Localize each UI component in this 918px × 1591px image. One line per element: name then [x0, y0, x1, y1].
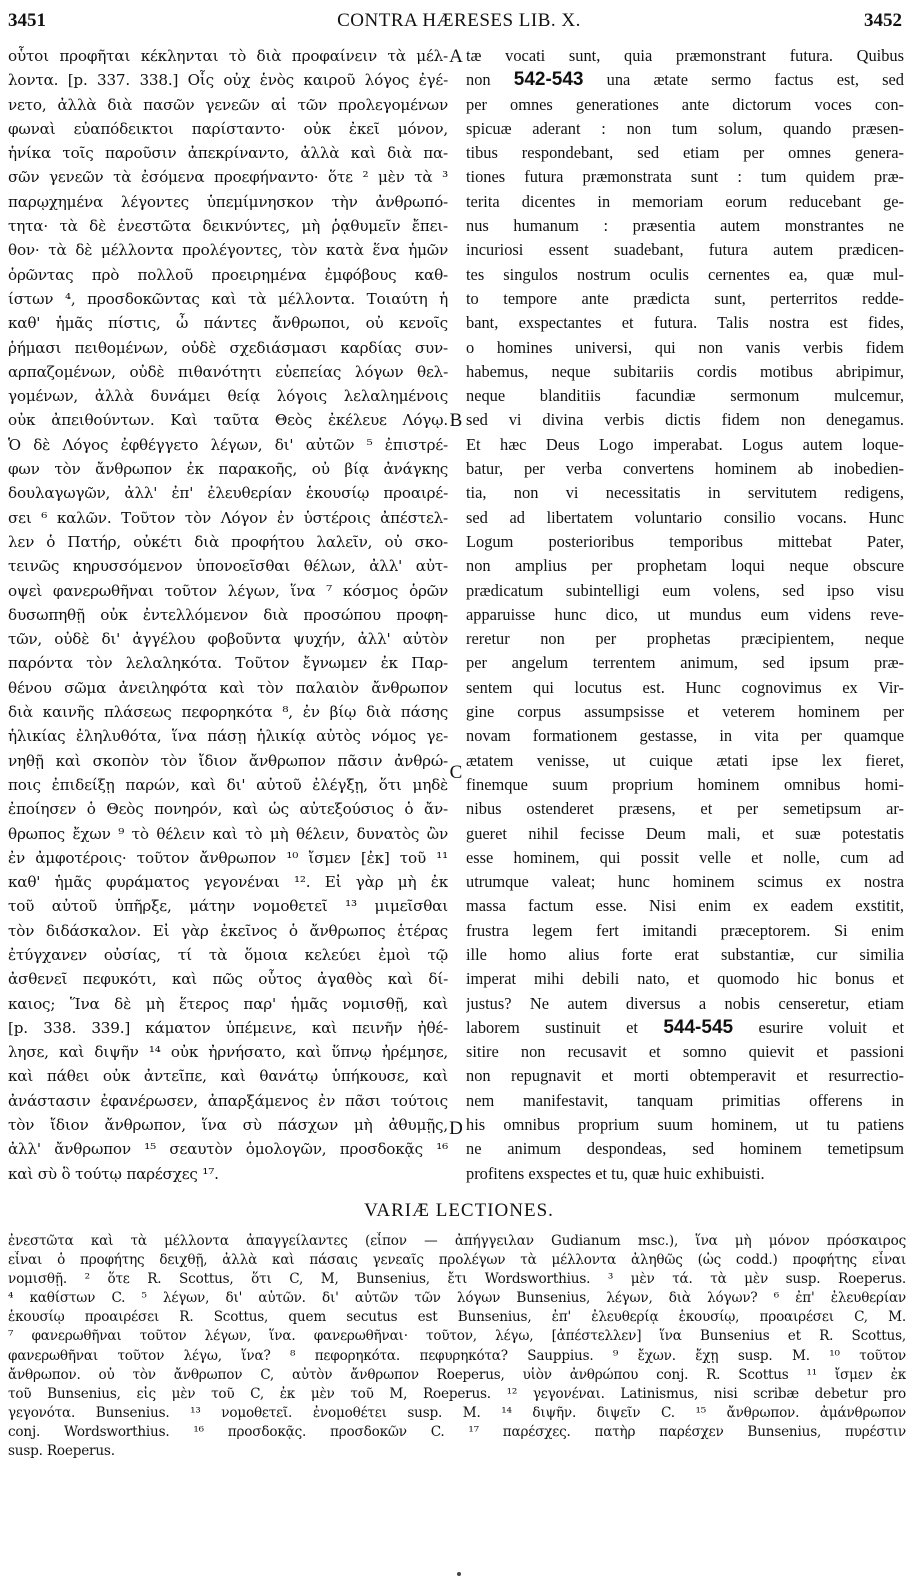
latin-text-line: justus? Ne autem diversus a nobis censeretur, etiam	[466, 993, 904, 1013]
greek-text-line: γομένων, ἀλλὰ δυνάμει θείᾳ λόγοις λελαλημένοις	[8, 387, 448, 406]
page-header	[0, 8, 918, 40]
margin-marker-b: B	[449, 410, 463, 431]
greek-text-line: [p. 338. 339.] κάματον ὑπέμεινε, καὶ πεινῆν ἠθέ-	[8, 1018, 448, 1037]
greek-text-line: φων τὸν ἄνθρωπον ἐκ παρακοῆς, οὐ βίᾳ ἀνάγκης	[8, 460, 448, 479]
greek-text-line: τὸν ἴδιον ἄνθρωπον, ἵνα σὺ πάσχων μὴ ἀθυμῇς,	[8, 1116, 448, 1135]
note-line: φανερωθῆναι τοῦτον λέγω, ἵνα? ⁸ πεφορηκότα. πεφυρηκότα? Sauppius. ⁹ ἔχων. ἔχῃ susp. M. ¹⁰ τοῦτον	[8, 1347, 906, 1364]
greek-text-line: λεν ὁ Πατήρ, οὐκέτι διὰ προφήτου λαλεῖν, οὐ σκο-	[8, 532, 448, 551]
greek-text-line: καὶ σὺ ὃ τούτῳ παρέσχες ¹⁷.	[8, 1164, 219, 1183]
greek-text-line: ὁρῶντας πρὸ πολλοῦ προειρημένα ἐμφόβους καθ-	[8, 265, 448, 284]
greek-text-line: θον· τὰ δὲ μέλλοντα προλέγοντες, τὸν κατὰ ἕνα ἡμῶν	[8, 241, 448, 260]
variant-readings-notes	[8, 1232, 906, 1461]
greek-text-line: ποις ἐπιδείξῃ παρών, καὶ δι' αὐτοῦ ἐλέγξῃ, ὅτι μηδὲ	[8, 775, 448, 794]
latin-text-line: terita dicentes in memoriam eorum reducebant ge-	[466, 191, 904, 211]
greek-text-line: θένου σῶμα ἀνειληφότα καὶ τὸν παλαιὸν ἄνθρωπον	[8, 678, 448, 697]
latin-text-line: imperat mihi debili nato, et quomodo hic bonus et	[466, 969, 904, 989]
latin-text-line: non amplius per prophetam loqui neque obscure	[466, 556, 904, 576]
latin-text-line: nem manifestavit, tanquam primitias offerens in	[466, 1090, 904, 1110]
latin-text-line: tes singulos nostrum oculis cernentes ea, quæ mul-	[466, 264, 904, 284]
greek-text-line: παρόντα τὸν λελαληκότα. Τοῦτον ἔγνωμεν ἐκ Παρ-	[8, 654, 448, 673]
latin-text-line: tæ vocati sunt, quia præmonstrant futura. Quibus	[466, 46, 904, 65]
greek-text-column	[8, 44, 448, 1186]
latin-text-line: esse hominem, qui possit velle et nolle, cum ad	[466, 847, 904, 867]
note-line: γεγονότα. Bunsenius. ¹³ νομοθετεῖ. ἐνομοθέτει susp. M. ¹⁴ διψῆν. διψεῖν C. ¹⁵ ἄνθρωπον. ἀμάνθρωπον	[8, 1404, 906, 1421]
latin-text-line: gueret nihil fecisse Deum mali, et suæ potestatis	[466, 823, 904, 843]
latin-text-line: sentem qui locutus est. Hunc cognovimus ex Vir-	[466, 677, 904, 697]
latin-text-line: nus humanum : præsentia autem monstrantes ne	[466, 216, 904, 236]
latin-text-line: o homines universi, qui non vanis verbis fidem	[466, 337, 904, 357]
greek-text-line: καὶ πάθει οὐκ ἀντεῖπε, καὶ θανάτῳ ὑπήκουσε, καὶ	[8, 1067, 448, 1086]
greek-text-line: τὸν διδάσκαλον. Εἰ γὰρ ἐκεῖνος ὁ ἄνθρωπος ἑτέρας	[8, 921, 448, 940]
running-title: CONTRA HÆRESES LIB. X.	[337, 10, 581, 31]
latin-text-line: prædicatum subintelligi eum volens, sed ipso visu	[466, 580, 904, 600]
greek-text-line: ίστων ⁴, προσδοκῶντας καὶ τὰ μέλλοντα. Τοιαύτη ἡ	[8, 289, 448, 308]
latin-text-line: spicuæ aderant : non tum solum, quando præsen-	[466, 118, 904, 138]
latin-text-line: gine corpus assumpsisse et veterem hominem per	[466, 702, 904, 722]
greek-text-line: ῥήμασι πειθομένων, οὐδὲ σχεδιάσμασι καρδίας συν-	[8, 338, 448, 357]
greek-text-line: νετο, ἀλλὰ διὰ πασῶν γενεῶν αἱ τῶν προλεγομένων	[8, 95, 448, 114]
note-line: τοῦ Bunsenius, εἰς μὲν τοῦ C, ἐκ μὲν τοῦ M, Roeperus. ¹² γεγονέναι. Latinismus, nisi scribæ debetur pro	[8, 1385, 906, 1402]
greek-text-line: ἡλικίας ἐληλυθότα, ἵνα πάσῃ ἡλικίᾳ αὐτὸς νόμος γε-	[8, 727, 448, 746]
latin-text-line: ille homo alius forte erat substantiæ, cur similia	[466, 944, 904, 964]
greek-text-line: λησε, καὶ διψῆν ¹⁴ οὐκ ἠρνήσατο, καὶ ὕπνῳ ἠρέμησε,	[8, 1043, 448, 1062]
greek-text-line: καθ' ἡμᾶς πίστις, ὦ πάντες ἄνθρωποι, οὐ κενοῖς	[8, 314, 448, 333]
note-line: ἑκουσίῳ προαιρέσει R. Scottus, quem secutus est Bunsenius, ἐπ' ἐλευθερίᾳ ἑκουσίῳ, προαιρέσει C, M.	[8, 1309, 906, 1326]
greek-text-line: θρωπος ἔχων ⁹ τὸ θέλειν καὶ τὸ μὴ θέλειν, δυνατὸς ὢν	[8, 824, 448, 843]
page-number-left: 3451	[8, 10, 46, 31]
latin-text-column	[466, 44, 904, 1186]
latin-text-line: non 542-543 una ætate sermo factus est, sed	[466, 69, 904, 91]
greek-text-line: αρπαζομένων, οὐδὲ πιθανότητι εὐεπείας λόγων θελ-	[8, 362, 448, 381]
latin-text-line: utrumque valeat; hunc hominem scimus ex nostra	[466, 872, 904, 892]
note-line: ἐνεστῶτα καὶ τὰ μέλλοντα ἀπαγγείλαντες (εἶπον — ἀπήγγειλαν Gudianum msc.), ἵνα μὴ μόνον πρόσκαιρος	[8, 1233, 906, 1249]
latin-text-line: ne animum despondeas, sed hominem temetipsum	[466, 1139, 904, 1159]
page-number-right: 3452	[864, 10, 902, 31]
greek-text-line: ἐτύγχανεν οὐσίας, τί τὰ ὅμοια κελεύει ἐμοὶ τῷ	[8, 945, 448, 964]
latin-text-line: per omnes generationes ante dictorum voces con-	[466, 94, 904, 114]
latin-text-line: habemus, neque subitariis cordis motibus abripimur,	[466, 361, 904, 381]
greek-text-line: σει ⁶ καλῶν. Τοῦτον τὸν Λόγον ἐν ὑστέροις ἀπέστελ-	[8, 508, 448, 527]
note-line: εἶναι ὁ προφήτης δειχθῇ, ἀλλὰ καὶ πάσαις γενεαῖς προλέγων τὰ μέλλοντα ἀληθῶς (ὡς codd.) προφήτης εἶναι	[8, 1252, 906, 1269]
greek-text-line: τητα· τὰ δὲ ἐνεστῶτα δεικνύντες, μὴ ῥᾳθυμεῖν ἔπει-	[8, 217, 448, 236]
greek-text-line: λοντα. [p. 337. 338.] Οἷς οὐχ ἑνὸς καιροῦ λόγος ἐγέ-	[8, 71, 448, 90]
latin-text-line: his omnibus proprium suum hominem, ut tu patiens	[466, 1115, 904, 1135]
greek-text-line: ἐν ἀμφοτέροις· τοῦτον ἄνθρωπον ¹⁰ ἴσμεν [ἐκ] τοῦ ¹¹	[8, 848, 448, 867]
latin-text-line: Logum posterioribus temporibus mittebat Pater,	[466, 531, 904, 551]
greek-text-line: δουλαγωγῶν, ἀλλ' ἐπ' ἐλευθερίαν ἑκουσίῳ προαιρέ-	[8, 484, 448, 503]
column-reference: 542-543	[513, 69, 584, 91]
greek-text-line: οὐκ ἀπειθούντων. Καὶ ταῦτα Θεὸς ἐκέλευε Λόγῳ.	[8, 411, 448, 430]
latin-text-line: apparuisse hunc dico, ut mundus eum videns reve-	[466, 604, 904, 624]
greek-text-line: ἀσθενεῖ πεφυκότι, καὶ πῶς οὗτος ἀγαθὸς καὶ δί-	[8, 970, 448, 989]
latin-text-line: tia, non vi necessitatis in servitutem redigens,	[466, 483, 904, 503]
greek-text-line: καιος; Ἵνα δὲ μὴ ἕτερος παρ' ἡμᾶς νομισθῇ, καὶ	[8, 994, 448, 1013]
latin-text-line: massa factum esse. Nisi enim ex eadem exstitit,	[466, 896, 904, 916]
latin-text-line: profitens exspectes et tu, quæ huic exhibuisti.	[466, 1163, 765, 1183]
greek-text-line: δυσωπηθῇ οὐκ ἐντελλόμενον διὰ προσώπου προφη-	[8, 605, 448, 624]
latin-text-line: incuriosi essent suadebant, futura autem prædicen-	[466, 240, 904, 260]
greek-text-line: ἡνίκα τοῖς παροῦσιν ἀπεκρίναντο, ἀλλὰ καὶ διὰ πα-	[8, 144, 448, 163]
latin-text-line: reretur non per prophetas præcipientem, neque	[466, 629, 904, 649]
latin-text-line: sed vi divina verbis dictis fidem non denegamus.	[466, 410, 904, 430]
latin-text-line: laborem sustinuit et 544-545 esurire voluit et	[466, 1016, 904, 1038]
note-line: conj. Wordsworthius. ¹⁶ προσδοκᾷς. προσδοκῶν C. ¹⁷ παρέσχες. πατὴρ παρέσχεν Bunsenius, πυρέστιν	[8, 1423, 906, 1440]
latin-text-line: tiones futura præmonstrata sunt : tum quidem præ-	[466, 167, 904, 187]
latin-text-line: Et hæc Deus Logo imperabat. Logus autem loque-	[466, 434, 904, 454]
note-line: ⁴ καθίστων C. ⁵ λέγων, δι' αὐτῶν. δι' αὐτῶν τῶν λόγων Bunsenius, λέγων, διὰ λόγων? ⁶ ἐπ' ἐλευθερίαν	[8, 1290, 906, 1307]
latin-text-line: bant, exspectantes et futura. Talis nostra est fides,	[466, 313, 904, 333]
greek-text-line: φωναὶ εὐαπόδεικτοι παρίσταντο· οὐκ ἐκεῖ μόνον,	[8, 119, 448, 138]
greek-text-line: παρῳχημένα λέγοντες ὑπεμίμνησκον τὴν ἀνθρωπό-	[8, 192, 448, 211]
greek-text-line: σῶν γενεῶν τὰ ἐσόμενα προεφήναντο· ὅτε ² μὲν τὰ ³	[8, 168, 448, 187]
latin-text-line: per angelum terrentem animum, sed ipsum præ-	[466, 653, 904, 673]
latin-text-line: nibus ostenderet præsens, et per semetipsum ar-	[466, 799, 904, 819]
latin-text-line: frustra legem fert imitandi præceptorem. Si enim	[466, 920, 904, 940]
latin-text-line: to tempore ante prædicta sunt, perterritos redde-	[466, 288, 904, 308]
note-line: ⁷ φανερωθῆναι τοῦτον λέγων, ἵνα. φανερωθῆναι· τοῦτον, λέγω, [ἀπέστελλεν] ἵνα Bunsenius et R. Scottus,	[8, 1328, 906, 1345]
latin-text-line: sed ad libertatem voluntario consilio vocans. Hunc	[466, 507, 904, 527]
latin-text-line: tibus respondebant, sed etiam per omnes genera-	[466, 143, 904, 163]
page-dot	[457, 1572, 461, 1576]
margin-marker-c: C	[449, 762, 463, 783]
greek-text-line: ἀλλ' ἄνθρωπον ¹⁵ σεαυτὸν ὁμολογῶν, προσδοκᾷς ¹⁶	[8, 1140, 448, 1159]
latin-text-line: sitire non recusavit et somno quievit et passioni	[466, 1042, 904, 1062]
greek-text-line: οψεὶ φανερωθῆναι τοῦτον λέγων, ἵνα ⁷ κόσμος ὁρῶν	[8, 581, 448, 600]
latin-text-line: ætatem venisse, ut cuique ætati ipse lex fieret,	[466, 750, 904, 770]
note-line: ἄνθρωπον. οὐ τὸν ἄνθρωπον C, αὐτὸν ἄνθρωπον Roeperus, υἱὸν ἀνθρώπου conj. R. Scottus ¹¹ ἴσμεν ἐκ	[8, 1366, 906, 1383]
greek-text-line: τῶν, οὐδὲ δι' ἀγγέλου φοβοῦντα ψυχήν, ἀλλ' αὐτὸν	[8, 630, 448, 649]
greek-text-line: Ὁ δὲ Λόγος ἐφθέγγετο λέγων, δι' αὐτῶν ⁵ ἐπιστρέ-	[8, 435, 448, 454]
greek-text-line: διὰ καινῆς πλάσεως πεφορηκότα ⁸, ἐν βίῳ διὰ πάσης	[8, 703, 448, 722]
greek-text-line: ἐποίησεν ὁ Θεὸς πονηρόν, καὶ ὡς αὐτεξούσιος ὁ ἄν-	[8, 800, 448, 819]
greek-text-line: οὗτοι προφῆται κέκληνται τὸ διὰ προφαίνειν τὰ μέλ-	[8, 47, 448, 65]
greek-text-line: τεινῶς κηρυσσόμενον ὑπονοεῖσθαι θέλων, ἀλλ' αὐτ-	[8, 557, 448, 576]
margin-marker-d: D	[449, 1118, 463, 1139]
latin-text-line: neque blanditiis facundiæ sermonum mulcemur,	[466, 386, 904, 406]
margin-marker-a: A	[449, 46, 463, 67]
column-reference: 544-545	[663, 1016, 734, 1038]
latin-text-line: novam formationem gestasse, in vita per quamque	[466, 726, 904, 746]
variae-lectiones-heading: VARIÆ LECTIONES.	[364, 1200, 554, 1221]
latin-text-line: non repugnavit et morti obtemperavit et resurrectio-	[466, 1066, 904, 1086]
greek-text-line: τοῦ αὐτοῦ ὑπῆρξε, μάτην νομοθετεῖ ¹³ μιμεῖσθαι	[8, 897, 448, 916]
greek-text-line: ἀνάστασιν ἐφανέρωσεν, ἀπαρξάμενος ἐν πᾶσι τούτοις	[8, 1091, 448, 1110]
latin-text-line: finemque suum proprium hominem omnibus homi-	[466, 774, 904, 794]
latin-text-line: batur, per verba convertens hominem ab inobedien-	[466, 459, 904, 479]
greek-text-line: καθ' ἡμᾶς φυράματος γεγονέναι ¹². Εἰ γὰρ μὴ ἐκ	[8, 873, 448, 892]
note-line: susp. Roeperus.	[8, 1443, 115, 1460]
greek-text-line: νηθῇ καὶ σκοπὸν τὸν ἴδιον ἄνθρωπον πᾶσιν ἀνθρώ-	[8, 751, 448, 770]
note-line: νομισθῇ. ² ὅτε R. Scottus, ὅτι C, M, Bunsenius, ἔτι Wordsworthius. ³ μὲν τά. τὰ μὲν susp. Roeperus.	[8, 1271, 906, 1288]
